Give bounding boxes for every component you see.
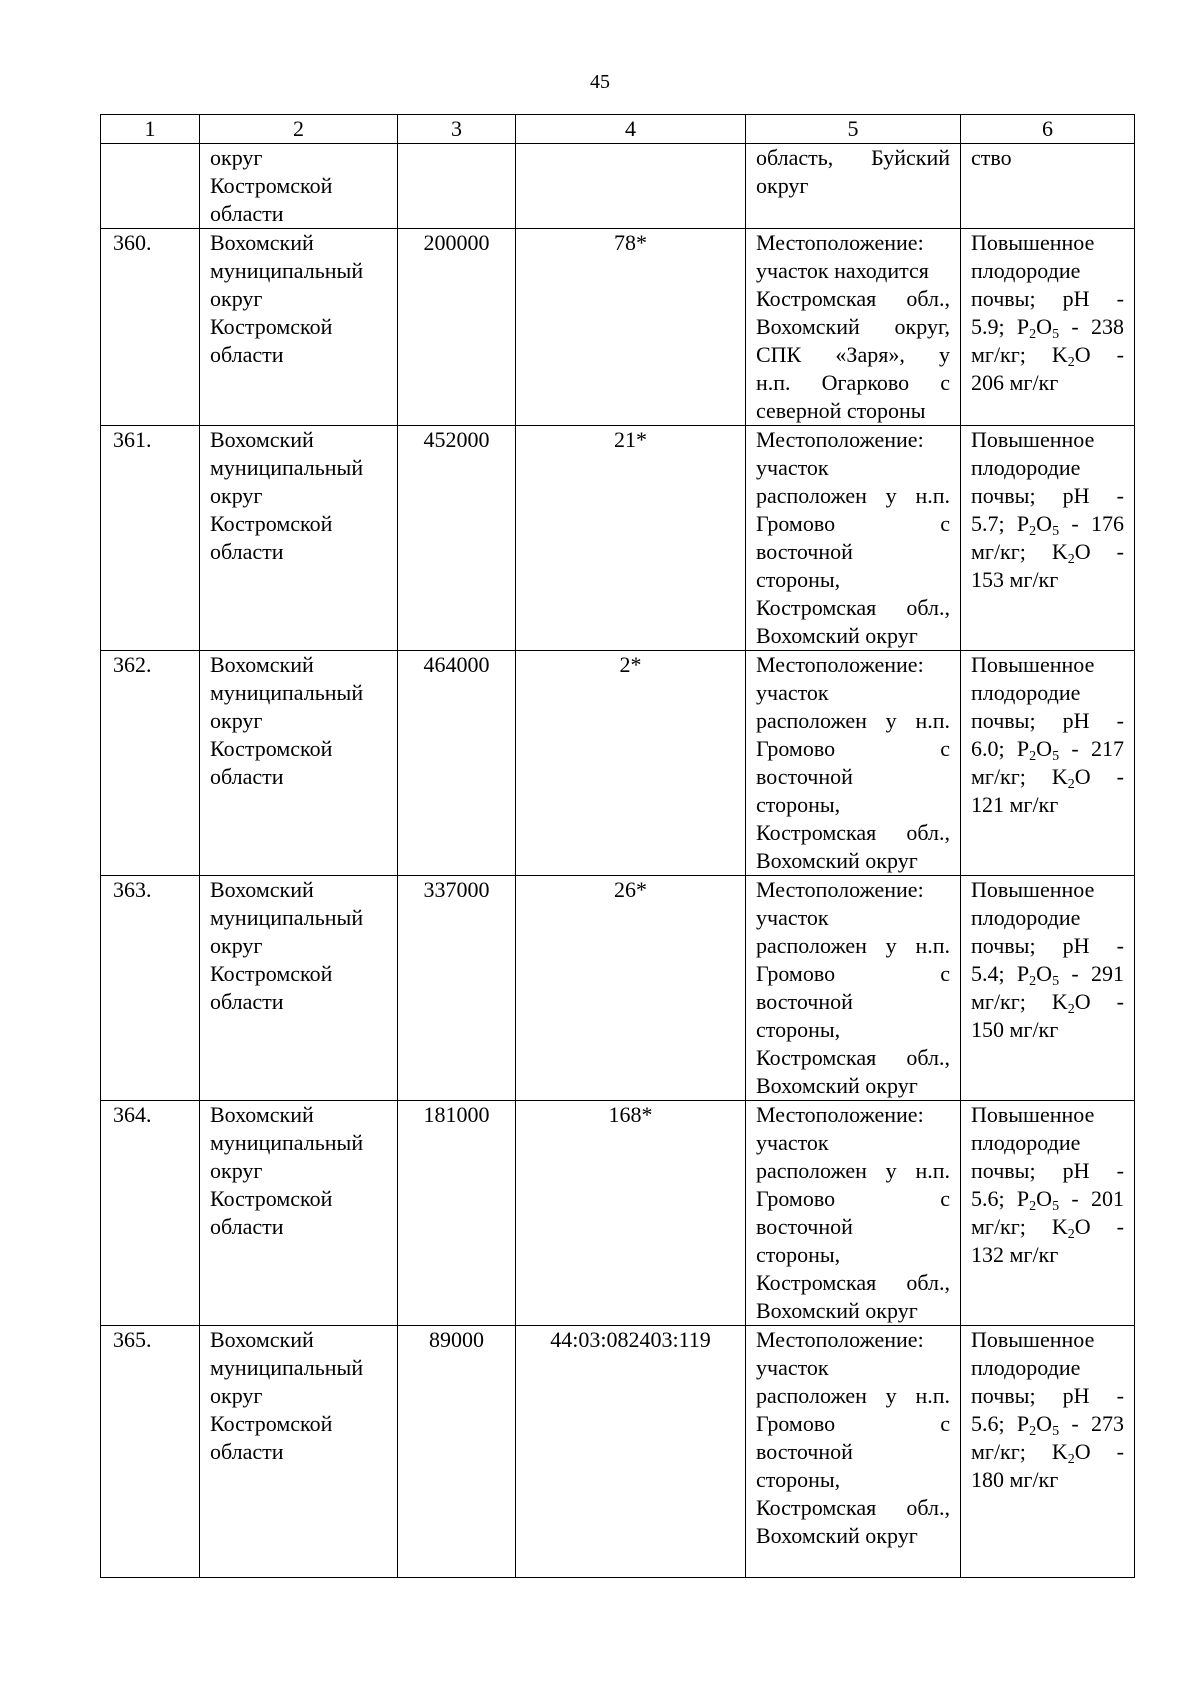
- separator: ;: [1019, 1439, 1026, 1464]
- location-line: Местоположение:: [756, 1327, 924, 1352]
- location-line: Вохомский округ: [756, 848, 918, 873]
- k2o-value: 121: [971, 792, 1004, 817]
- area-cell: 181000: [398, 1101, 516, 1326]
- location-line: Вохомский округ: [756, 1523, 918, 1548]
- p2o5-value: 217: [1090, 736, 1124, 761]
- p2o5-label: $P_2O_5$: [1016, 1411, 1060, 1439]
- location-cell: [746, 1101, 961, 1326]
- dash: -: [1071, 314, 1079, 339]
- column-number-5: 5: [746, 115, 961, 144]
- dash: -: [1071, 1186, 1079, 1211]
- ph-group: [971, 313, 1005, 341]
- table-row: [101, 651, 1135, 876]
- dash: -: [1116, 1439, 1124, 1464]
- p2o5-value: 273: [1090, 1411, 1124, 1436]
- district-cell: [200, 426, 398, 651]
- k2o-label: $K_2O$: [1051, 764, 1091, 792]
- fertility-line: [971, 735, 1124, 763]
- unit-group: [971, 538, 1026, 566]
- continuation-location-line: область, Буйский: [756, 145, 950, 170]
- location-line: стороны,: [756, 1242, 841, 1267]
- district-line: Костромской: [210, 1186, 333, 1211]
- location-line: Вохомский округ: [756, 1073, 918, 1098]
- separator: ;: [998, 511, 1005, 536]
- fertility-line: плодородие: [971, 258, 1081, 283]
- fertility-line: [971, 1438, 1124, 1466]
- table-row: [101, 876, 1135, 1101]
- location-line: восточной: [756, 989, 853, 1014]
- area-cell: 464000: [398, 651, 516, 876]
- fertility-line: [971, 285, 1124, 313]
- fertility-cell: [961, 876, 1135, 1101]
- district-line: муниципальный: [210, 905, 364, 930]
- fertility-line: [971, 763, 1124, 791]
- district-line: муниципальный: [210, 455, 364, 480]
- continuation-location-line: округ: [756, 173, 809, 198]
- unit: мг/кг: [971, 342, 1020, 367]
- ph-value: 5.6: [971, 1186, 999, 1211]
- district-line: муниципальный: [210, 680, 364, 705]
- location-line: Вохомский округ,: [756, 314, 950, 339]
- fertility-line: [971, 369, 1124, 397]
- location-line: расположен у н.п.: [756, 708, 950, 733]
- cadastral-cell: 21*: [516, 426, 746, 651]
- k2o-label: $K_2O$: [1051, 1439, 1091, 1467]
- fertility-word: -: [1116, 1158, 1124, 1183]
- fertility-line: [971, 313, 1124, 341]
- unit-group: [971, 341, 1026, 369]
- location-line: участок: [756, 1355, 829, 1380]
- k2o-label: $K_2O$: [1051, 1214, 1091, 1242]
- separator: ;: [998, 1186, 1005, 1211]
- separator: ;: [998, 314, 1005, 339]
- k2o-value: 153: [971, 567, 1004, 592]
- fertility-cell: [961, 229, 1135, 426]
- unit: мг/кг: [1009, 370, 1059, 395]
- fertility-word: почвы;: [971, 483, 1036, 508]
- fertility-line: [971, 538, 1124, 566]
- district-line: Костромской: [210, 314, 333, 339]
- district-cell: [200, 229, 398, 426]
- district-line: Вохомский: [210, 1102, 314, 1127]
- ph-value: 5.6: [971, 1411, 999, 1436]
- district-line: области: [210, 989, 284, 1014]
- fertility-cell: [961, 651, 1135, 876]
- location-line: н.п. Огарково с: [756, 370, 950, 395]
- district-line: области: [210, 764, 284, 789]
- continuation-district-line: округ: [210, 145, 263, 170]
- area-cell: 89000: [398, 1326, 516, 1578]
- fertility-word: pH: [1062, 286, 1090, 311]
- k2o-value: 206: [971, 370, 1004, 395]
- separator: ;: [998, 961, 1005, 986]
- district-line: округ: [210, 933, 263, 958]
- location-line: Костромская обл.,: [756, 286, 950, 311]
- location-line: Костромская обл.,: [756, 595, 950, 620]
- location-line: Костромская обл.,: [756, 1270, 950, 1295]
- unit-group: [971, 1213, 1026, 1241]
- row-number: 363.: [101, 876, 200, 1101]
- fertility-line: [971, 707, 1124, 735]
- fertility-word: почвы;: [971, 1158, 1036, 1183]
- ph-value: 5.4: [971, 961, 999, 986]
- location-cell: [746, 426, 961, 651]
- fertility-word: -: [1116, 1383, 1124, 1408]
- fertility-cell: [961, 426, 1135, 651]
- district-line: Вохомский: [210, 1327, 314, 1352]
- unit: мг/кг: [971, 989, 1020, 1014]
- p2o5-value: 201: [1090, 1186, 1124, 1211]
- location-line: Костромская обл.,: [756, 1495, 950, 1520]
- fertility-line: плодородие: [971, 455, 1081, 480]
- location-line: расположен у н.п.: [756, 483, 950, 508]
- location-cell: [746, 876, 961, 1101]
- unit: мг/кг: [1009, 792, 1059, 817]
- area-cell: 452000: [398, 426, 516, 651]
- continuation-row: [101, 144, 1135, 229]
- district-line: области: [210, 539, 284, 564]
- fertility-line: Повышенное: [971, 230, 1095, 255]
- unit-group: [971, 988, 1026, 1016]
- p2o5-label: $P_2O_5$: [1016, 314, 1060, 342]
- location-line: расположен у н.п.: [756, 933, 950, 958]
- separator: ;: [1019, 342, 1026, 367]
- district-line: Костромской: [210, 1411, 333, 1436]
- ph-group: [971, 960, 1005, 988]
- fertility-word: -: [1116, 933, 1124, 958]
- continuation-district-line: Костромской: [210, 173, 333, 198]
- row-number: 360.: [101, 229, 200, 426]
- location-line: расположен у н.п.: [756, 1383, 950, 1408]
- location-cell: [746, 651, 961, 876]
- area-cell: 337000: [398, 876, 516, 1101]
- district-line: муниципальный: [210, 1130, 364, 1155]
- table-row: [101, 1326, 1135, 1578]
- fertility-line: [971, 566, 1124, 594]
- k2o-value: 150: [971, 1017, 1004, 1042]
- row-number: 362.: [101, 651, 200, 876]
- location-line: стороны,: [756, 1467, 841, 1492]
- column-number-3: 3: [398, 115, 516, 144]
- separator: ;: [1019, 989, 1026, 1014]
- fertility-line: [971, 1157, 1124, 1185]
- k2o-label: $K_2O$: [1051, 539, 1091, 567]
- k2o-value: 180: [971, 1467, 1004, 1492]
- cadastral-cell: 2*: [516, 651, 746, 876]
- fertility-line: плодородие: [971, 1130, 1081, 1155]
- dash: -: [1116, 1214, 1124, 1239]
- continuation-fertility-cell: [961, 144, 1135, 229]
- district-cell: [200, 1101, 398, 1326]
- district-line: Вохомский: [210, 652, 314, 677]
- location-line: Вохомский округ: [756, 623, 918, 648]
- unit: мг/кг: [1009, 1242, 1059, 1267]
- fertility-line: [971, 932, 1124, 960]
- location-line: участок: [756, 680, 829, 705]
- cadastral-cell: 44:03:082403:119: [516, 1326, 746, 1578]
- location-line: северной стороны: [756, 398, 926, 423]
- location-line: Местоположение:: [756, 427, 924, 452]
- district-line: округ: [210, 286, 263, 311]
- table-row: [101, 426, 1135, 651]
- district-cell: [200, 651, 398, 876]
- unit: мг/кг: [1009, 1017, 1059, 1042]
- ph-value: 5.7: [971, 511, 999, 536]
- unit: мг/кг: [971, 1214, 1020, 1239]
- district-line: Вохомский: [210, 230, 314, 255]
- location-line: СПК «Заря», у: [756, 342, 950, 367]
- ph-group: [971, 510, 1005, 538]
- location-line: участок находится: [756, 258, 929, 283]
- fertility-line: плодородие: [971, 680, 1081, 705]
- p2o5-label: $P_2O_5$: [1016, 511, 1060, 539]
- fertility-line: [971, 341, 1124, 369]
- fertility-word: -: [1116, 483, 1124, 508]
- location-line: Громово с: [756, 961, 950, 986]
- fertility-line: плодородие: [971, 1355, 1081, 1380]
- location-line: стороны,: [756, 1017, 841, 1042]
- column-number-6: 6: [961, 115, 1135, 144]
- fertility-word: pH: [1062, 483, 1090, 508]
- fertility-word: почвы;: [971, 708, 1036, 733]
- location-line: Костромская обл.,: [756, 1045, 950, 1070]
- fertility-line: Повышенное: [971, 877, 1095, 902]
- fertility-line: Повышенное: [971, 427, 1095, 452]
- table-row: [101, 1101, 1135, 1326]
- district-line: Костромской: [210, 961, 333, 986]
- district-line: округ: [210, 1383, 263, 1408]
- separator: ;: [1019, 539, 1026, 564]
- ph-group: [971, 1410, 1005, 1438]
- p2o5-value: 176: [1090, 511, 1124, 536]
- fertility-line: [971, 988, 1124, 1016]
- ph-value: 6.0: [971, 736, 999, 761]
- location-line: Громово с: [756, 511, 950, 536]
- location-line: Костромская обл.,: [756, 820, 950, 845]
- dash: -: [1071, 511, 1079, 536]
- continuation-cadastral-cell: [516, 144, 746, 229]
- fertility-line: Повышенное: [971, 652, 1095, 677]
- district-line: округ: [210, 483, 263, 508]
- continuation-num-cell: [101, 144, 200, 229]
- fertility-word: pH: [1062, 708, 1090, 733]
- district-line: округ: [210, 1158, 263, 1183]
- column-number-row: [101, 115, 1135, 144]
- k2o-value: 132: [971, 1242, 1004, 1267]
- fertility-line: [971, 482, 1124, 510]
- location-line: Вохомский округ: [756, 1298, 918, 1323]
- column-number-4: 4: [516, 115, 746, 144]
- location-line: участок: [756, 1130, 829, 1155]
- location-line: восточной: [756, 1214, 853, 1239]
- district-line: муниципальный: [210, 1355, 364, 1380]
- district-line: Вохомский: [210, 427, 314, 452]
- continuation-fertility-line: ство: [971, 145, 1012, 170]
- district-line: муниципальный: [210, 258, 364, 283]
- location-line: стороны,: [756, 792, 841, 817]
- location-line: стороны,: [756, 567, 841, 592]
- district-cell: [200, 1326, 398, 1578]
- location-line: участок: [756, 455, 829, 480]
- dash: -: [1071, 961, 1079, 986]
- cadastral-cell: 168*: [516, 1101, 746, 1326]
- fertility-cell: [961, 1101, 1135, 1326]
- dash: -: [1071, 1411, 1079, 1436]
- district-line: Костромской: [210, 511, 333, 536]
- separator: ;: [998, 1411, 1005, 1436]
- area-cell: 200000: [398, 229, 516, 426]
- row-number: 365.: [101, 1326, 200, 1578]
- location-line: Громово с: [756, 736, 950, 761]
- fertility-word: -: [1116, 708, 1124, 733]
- dash: -: [1071, 736, 1079, 761]
- location-line: Громово с: [756, 1411, 950, 1436]
- ph-value: 5.9: [971, 314, 999, 339]
- district-line: округ: [210, 708, 263, 733]
- location-line: Местоположение:: [756, 877, 924, 902]
- fertility-line: [971, 1382, 1124, 1410]
- fertility-line: [971, 1016, 1124, 1044]
- fertility-word: почвы;: [971, 1383, 1036, 1408]
- unit: мг/кг: [971, 539, 1020, 564]
- fertility-line: [971, 510, 1124, 538]
- column-number-1: 1: [101, 115, 200, 144]
- column-number-2: 2: [200, 115, 398, 144]
- p2o5-value: 238: [1090, 314, 1124, 339]
- fertility-line: Повышенное: [971, 1102, 1095, 1127]
- district-line: области: [210, 1214, 284, 1239]
- unit: мг/кг: [1009, 567, 1059, 592]
- location-line: Местоположение:: [756, 230, 924, 255]
- unit: мг/кг: [971, 764, 1020, 789]
- district-cell: [200, 876, 398, 1101]
- fertility-line: [971, 1410, 1124, 1438]
- k2o-label: $K_2O$: [1051, 989, 1091, 1017]
- ph-group: [971, 735, 1005, 763]
- p2o5-label: $P_2O_5$: [1016, 1186, 1060, 1214]
- unit-group: [971, 763, 1026, 791]
- unit: мг/кг: [971, 1439, 1020, 1464]
- land-plots-table: [100, 114, 1135, 1578]
- district-line: области: [210, 1439, 284, 1464]
- location-line: Местоположение:: [756, 1102, 924, 1127]
- continuation-district-line: области: [210, 201, 284, 226]
- fertility-line: плодородие: [971, 905, 1081, 930]
- cadastral-cell: 78*: [516, 229, 746, 426]
- fertility-word: почвы;: [971, 933, 1036, 958]
- location-line: Местоположение:: [756, 652, 924, 677]
- p2o5-label: $P_2O_5$: [1016, 961, 1060, 989]
- dash: -: [1116, 764, 1124, 789]
- fertility-word: почвы;: [971, 286, 1036, 311]
- fertility-line: [971, 1213, 1124, 1241]
- unit-group: [971, 1438, 1026, 1466]
- p2o5-value: 291: [1090, 961, 1124, 986]
- fertility-word: -: [1116, 286, 1124, 311]
- fertility-line: [971, 1466, 1124, 1494]
- fertility-cell: [961, 1326, 1135, 1578]
- fertility-line: Повышенное: [971, 1327, 1095, 1352]
- district-line: области: [210, 342, 284, 367]
- dash: -: [1116, 342, 1124, 367]
- separator: ;: [1019, 764, 1026, 789]
- page-number: 45: [590, 71, 610, 93]
- dash: -: [1116, 989, 1124, 1014]
- fertility-line: [971, 960, 1124, 988]
- ph-group: [971, 1185, 1005, 1213]
- continuation-area-cell: [398, 144, 516, 229]
- table-row: [101, 229, 1135, 426]
- fertility-line: [971, 1241, 1124, 1269]
- location-line: расположен у н.п.: [756, 1158, 950, 1183]
- district-line: Вохомский: [210, 877, 314, 902]
- row-number: 361.: [101, 426, 200, 651]
- separator: ;: [998, 736, 1005, 761]
- location-line: восточной: [756, 539, 853, 564]
- separator: ;: [1019, 1214, 1026, 1239]
- location-line: восточной: [756, 764, 853, 789]
- row-number: 364.: [101, 1101, 200, 1326]
- p2o5-label: $P_2O_5$: [1016, 736, 1060, 764]
- k2o-label: $K_2O$: [1051, 342, 1091, 370]
- location-line: Громово с: [756, 1186, 950, 1211]
- fertility-word: pH: [1062, 933, 1090, 958]
- fertility-word: pH: [1062, 1158, 1090, 1183]
- location-line: восточной: [756, 1439, 853, 1464]
- continuation-location-cell: [746, 144, 961, 229]
- fertility-word: pH: [1062, 1383, 1090, 1408]
- fertility-line: [971, 1185, 1124, 1213]
- fertility-line: [971, 791, 1124, 819]
- continuation-district-cell: [200, 144, 398, 229]
- district-line: Костромской: [210, 736, 333, 761]
- location-cell: [746, 1326, 961, 1578]
- dash: -: [1116, 539, 1124, 564]
- location-line: участок: [756, 905, 829, 930]
- location-cell: [746, 229, 961, 426]
- cadastral-cell: 26*: [516, 876, 746, 1101]
- unit: мг/кг: [1009, 1467, 1059, 1492]
